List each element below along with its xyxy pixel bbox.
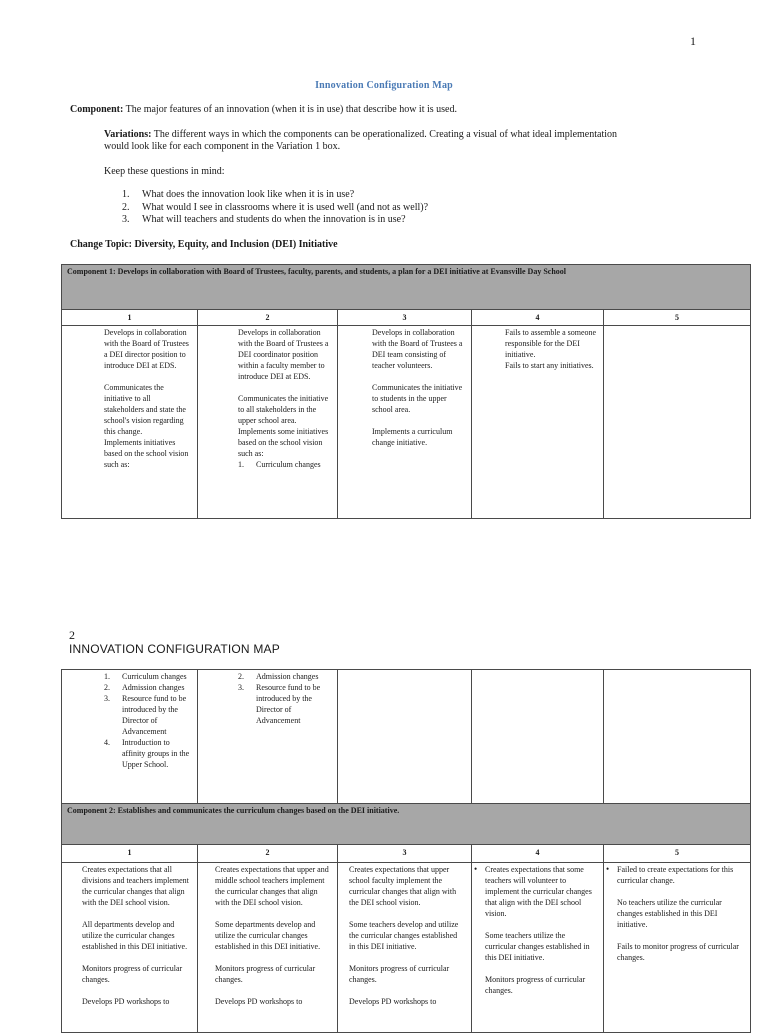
variation-header: 2 [198,845,338,863]
questions-list [122,189,682,227]
cell-text: Develops in collaboration with the Board of Trustees a DEI team consisting of teacher volunteers. Communicates the initiative to students in the upper school area. Implements a curriculum change initiative. [372,328,463,447]
variation-header: 4 [472,310,604,326]
variation-1-cell [62,326,198,519]
bullet-item: • Creates expectations that some teachers will volunteer to implement the curricular changes that align with the DEI school vision. [474,864,597,919]
component-label: Component: [70,104,124,115]
list-text: Curriculum changes [256,460,321,469]
list-number: 3. [122,214,130,225]
list-text: What would I see in classrooms where it is used well (and not as well)? [142,201,429,213]
list-number: 2. [122,201,130,213]
cell-text: Creates expectations that upper school faculty implement the curricular changes that align with the DEI school vision. Some teachers develop and utilize the curricular changes established in this DEI initiative. Monitors progress of curricular changes. Develops PD workshops to [349,865,459,1006]
keep-in-mind: Keep these questions in mind: [104,166,225,177]
list-text: Admission changes [122,683,185,692]
variation-header: 1 [62,845,198,863]
cell-text: Develops in collaboration with the Board of Trustees a DEI coordinator position within a faculty member to introduce DEI at EDS. Communicates the initiative to all stakeholders in the upper school area. Implements some initiatives based on the school vision such as: [238,328,329,458]
cell-text: No teachers utilize the curricular changes established in this DEI initiative. Fails to monitor progress of curricular changes. [617,898,739,962]
change-topic: Change Topic: Diversity, Equity, and Inclusion (DEI) Initiative [70,239,338,250]
variation-1-cell [62,863,198,1033]
variation-2-continued [198,670,338,804]
list-text: Resource fund to be introduced by the Director of Advancement [122,694,187,736]
cell-text: Some teachers utilize the curricular changes established in this DEI initiative. Monitors progress of curricular changes. [485,931,590,995]
variation-5-cell [604,326,751,519]
list-item [238,671,331,682]
list-item [104,693,191,737]
variation-header: 3 [338,845,472,863]
list-text: Introduction to affinity groups in the Upper School. [122,738,190,769]
list-number: 4. [104,738,110,747]
list-number: 1. [122,189,130,200]
cell-text: Creates expectations that all divisions and teachers implement the curricular changes that align with the DEI school vision. All departments develop and utilize the curricular changes established in this DEI initiative. Monitors progress of curricular changes. Develops PD workshops to [82,865,189,1006]
component-definition [70,104,710,116]
variation-header: 5 [604,310,751,326]
list-item [104,737,191,770]
document-title: Innovation Configuration Map [315,80,453,91]
list-text: Resource fund to be introduced by the Director of Advancement [256,683,321,725]
list-text: Admission changes [256,672,319,681]
list-item [122,189,682,202]
cell-text: Fails to assemble a someone responsible for the DEI initiative. Fails to start any initiatives. [505,328,597,370]
variation-header: 2 [198,310,338,326]
list-item [122,214,682,227]
variation-header: 5 [604,845,751,863]
page-number: 2 [69,628,75,642]
running-head: INNOVATION CONFIGURATION MAP [69,642,280,656]
variations-label: Variations: [104,129,152,140]
continuation-table [61,669,751,1033]
cell-text: Creates expectations that upper and middle school teachers implement the curricular changes that align with the DEI school vision. Some departments develop and utilize the curricular changes established in this DEI initiative. Monitors progress of curricular changes. Develops PD workshops to [215,865,329,1006]
list-item [122,202,682,215]
list-number: 3. [238,683,244,692]
variations-text: The different ways in which the components can be operationalized. Creating a visual of what ideal implementation would look like for each component in the Variation 1 box. [104,129,618,152]
variation-1-continued [62,670,198,804]
variation-4-cell [472,326,604,519]
component-text: The major features of an innovation (when it is in use) that describe how it is used. [123,104,457,115]
cell-list [238,459,331,470]
variations-definition [104,129,624,153]
list-text: What does the innovation look like when it is in use? [142,189,355,200]
variation-3-cell [338,326,472,519]
variation-header: 1 [62,310,198,326]
list-number: 2. [104,683,110,692]
variation-header: 3 [338,310,472,326]
component-1-table [61,264,751,519]
cell-list [238,671,331,726]
list-number: 2. [238,672,244,681]
list-item [104,671,191,682]
variation-3-continued [338,670,472,804]
component-1-heading: Component 1: Develops in collaboration with Board of Trustees, faculty, parents, and students, a plan for a DEI initiative at Evansville Day School [62,265,751,310]
variation-2-cell [198,863,338,1033]
list-number: 1. [238,460,244,469]
variation-header: 4 [472,845,604,863]
component-2-heading: Component 2: Establishes and communicates the curriculum changes based on the DEI initiative. [62,804,751,845]
variation-4-cell [472,863,604,1033]
list-item [238,459,331,470]
variation-5-cell [604,863,751,1033]
variation-5-continued [604,670,751,804]
list-text: Curriculum changes [122,672,187,681]
variation-2-cell [198,326,338,519]
list-number: 3. [104,694,110,703]
variation-4-continued [472,670,604,804]
variation-3-cell [338,863,472,1033]
list-item [104,682,191,693]
bullet-item: • Failed to create expectations for this curricular change. [606,864,744,886]
list-item [238,682,331,726]
list-text: What will teachers and students do when the innovation is in use? [142,214,406,225]
cell-text: Develops in collaboration with the Board of Trustees a DEI director position to introduce DEI at EDS. Communicates the initiative to all stakeholders and state the school's vision regarding this change. Implements initiatives based on the school vision such as: [104,328,189,469]
page-number: 1 [690,34,696,48]
cell-list [104,671,191,770]
list-number: 1. [104,672,110,681]
